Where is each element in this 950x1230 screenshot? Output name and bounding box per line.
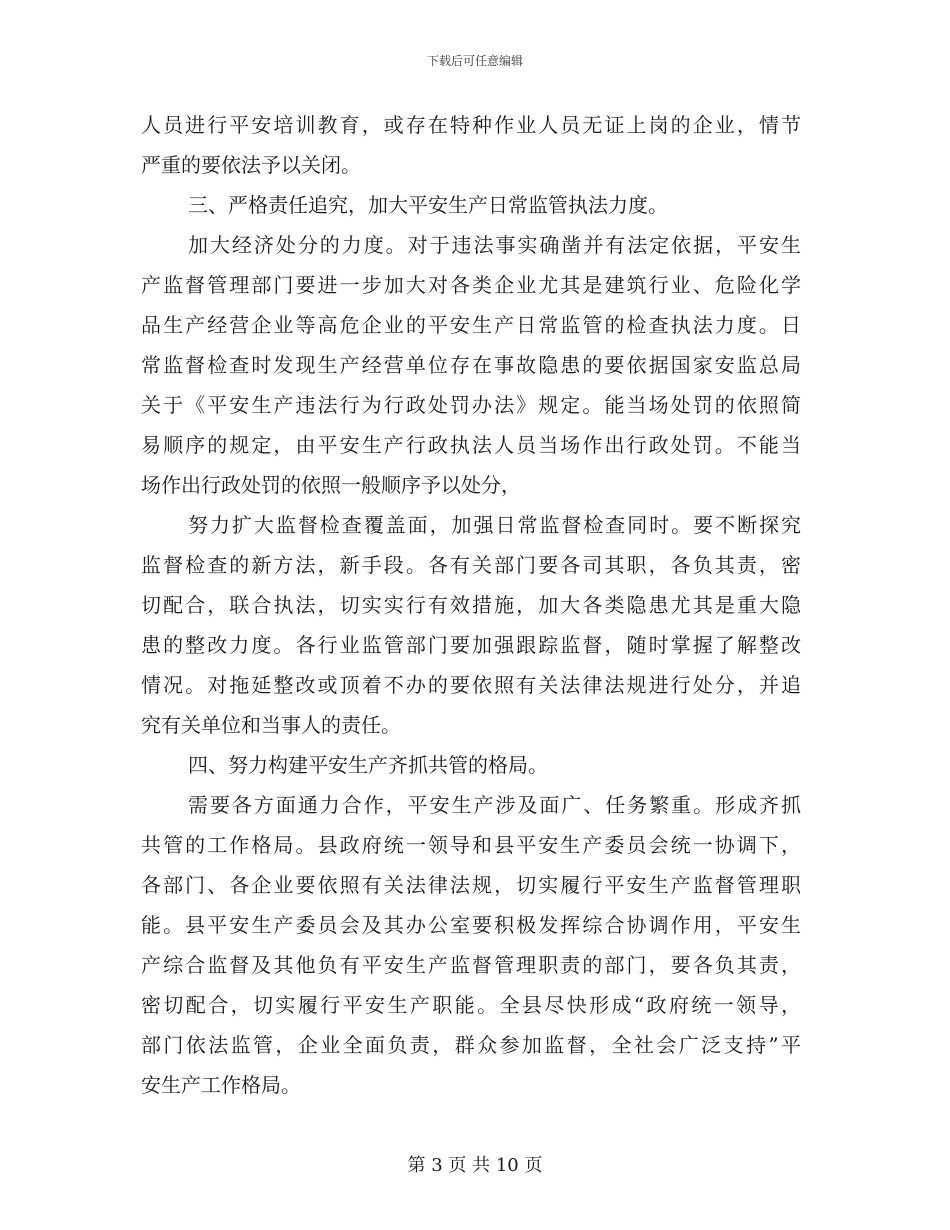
page-header: 下载后可任意编辑 bbox=[426, 54, 523, 68]
text-line: 切配合，联合执法，切实实行有效措施，加大各类隐患尤其是重大隐 bbox=[141, 593, 801, 617]
page-number-footer: 第 3 页 共 10 页 bbox=[407, 1155, 543, 1176]
text-line: 场作出行政处罚的依照一般顺序予以处分， bbox=[141, 473, 521, 497]
text-line: 情况。对拖延整改或顶着不办的要依照有关法律法规进行处分，并追 bbox=[141, 673, 801, 697]
text-line: 各部门、各企业要依照有关法律法规，切实履行平安生产监督管理职 bbox=[141, 873, 801, 897]
text-line: 监督检查的新方法，新手段。各有关部门要各司其职，各负其责，密 bbox=[141, 553, 801, 577]
text-line: 部门依法监管，企业全面负责，群众参加监督，全社会广泛支持”平 bbox=[141, 1033, 801, 1057]
text-line: 密切配合，切实履行平安生产职能。全县尽快形成“政府统一领导， bbox=[141, 993, 801, 1017]
text-line: 努力扩大监督检查覆盖面，加强日常监督检查同时。要不断探究 bbox=[188, 513, 801, 537]
text-line: 三、严格责任追究，加大平安生产日常监管执法力度。 bbox=[188, 193, 668, 217]
text-line: 加大经济处分的力度。对于违法事实确凿并有法定依据，平安生 bbox=[188, 233, 801, 257]
text-line: 共管的工作格局。县政府统一领导和县平安生产委员会统一协调下， bbox=[141, 833, 801, 857]
text-line: 常监督检查时发现生产经营单位存在事故隐患的要依据国家安监总局 bbox=[141, 353, 801, 377]
text-line: 需要各方面通力合作，平安生产涉及面广、任务繁重。形成齐抓 bbox=[188, 793, 801, 817]
text-line: 患的整改力度。各行业监管部门要加强跟踪监督，随时掌握了解整改 bbox=[141, 633, 801, 657]
text-line: 究有关单位和当事人的责任。 bbox=[141, 713, 401, 737]
text-line: 严重的要依法予以关闭。 bbox=[141, 153, 361, 177]
text-line: 产综合监督及其他负有平安生产监督管理职责的部门，要各负其责， bbox=[141, 953, 801, 977]
text-line: 四、努力构建平安生产齐抓共管的格局。 bbox=[188, 753, 548, 777]
text-line: 产监督管理部门要进一步加大对各类企业尤其是建筑行业、危险化学 bbox=[141, 273, 801, 297]
text-line: 品生产经营企业等高危企业的平安生产日常监管的检查执法力度。日 bbox=[141, 313, 801, 337]
text-line: 人员进行平安培训教育，或存在特种作业人员无证上岗的企业，情节 bbox=[141, 113, 801, 137]
text-line: 安生产工作格局。 bbox=[141, 1073, 301, 1097]
document-body bbox=[141, 105, 801, 1105]
text-line: 能。县平安生产委员会及其办公室要积极发挥综合协调作用，平安生 bbox=[141, 913, 801, 937]
text-line: 易顺序的规定，由平安生产行政执法人员当场作出行政处罚。不能当 bbox=[141, 433, 801, 457]
text-line: 关于《平安生产违法行为行政处罚办法》规定。能当场处罚的依照简 bbox=[141, 393, 801, 417]
